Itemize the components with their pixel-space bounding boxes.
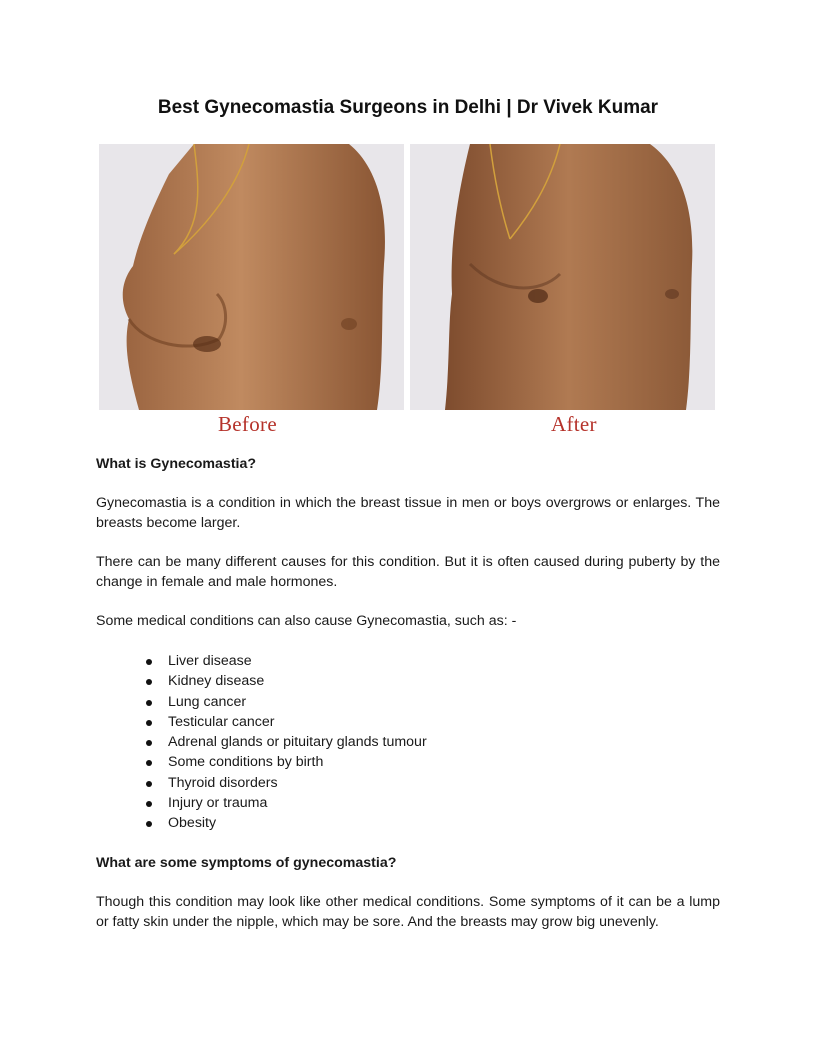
- after-photo: [410, 144, 715, 410]
- before-after-figure: [96, 144, 720, 436]
- before-label: Before: [218, 412, 277, 436]
- paragraph: Some medical conditions can also cause Gynecomastia, such as: -: [96, 613, 517, 629]
- paragraph: Though this condition may look like other medical conditions. Some symptoms of it can be a lump or fatty skin under the nipple, which may be sore. And the breasts may grow big unevenly.: [96, 893, 720, 930]
- after-label: After: [551, 412, 597, 436]
- list-item: Injury or trauma: [168, 793, 720, 813]
- list-item: Testicular cancer: [168, 712, 720, 732]
- list-item: Obesity: [168, 813, 720, 833]
- list-item: Thyroid disorders: [168, 773, 720, 793]
- list-item: Adrenal glands or pituitary glands tumour: [168, 732, 720, 752]
- list-item: Some conditions by birth: [168, 752, 720, 772]
- article-body: [96, 454, 720, 951]
- section-heading-symptoms: What are some symptoms of gynecomastia?: [96, 854, 397, 871]
- page-title: Best Gynecomastia Surgeons in Delhi | Dr Vivek Kumar: [157, 97, 659, 118]
- paragraph: Gynecomastia is a condition in which the breast tissue in men or boys overgrows or enlarges. The breasts become larger.: [96, 495, 720, 531]
- section-heading-what-is: What is Gynecomastia?: [96, 456, 257, 472]
- list-item: Lung cancer: [168, 692, 720, 712]
- before-photo: [99, 144, 404, 410]
- list-item: Kidney disease: [168, 671, 720, 691]
- causes-list: [96, 651, 720, 834]
- paragraph: There can be many different causes for this condition. But it is often caused during puberty by the change in female and male hormones.: [96, 554, 720, 590]
- list-item: Liver disease: [168, 651, 720, 671]
